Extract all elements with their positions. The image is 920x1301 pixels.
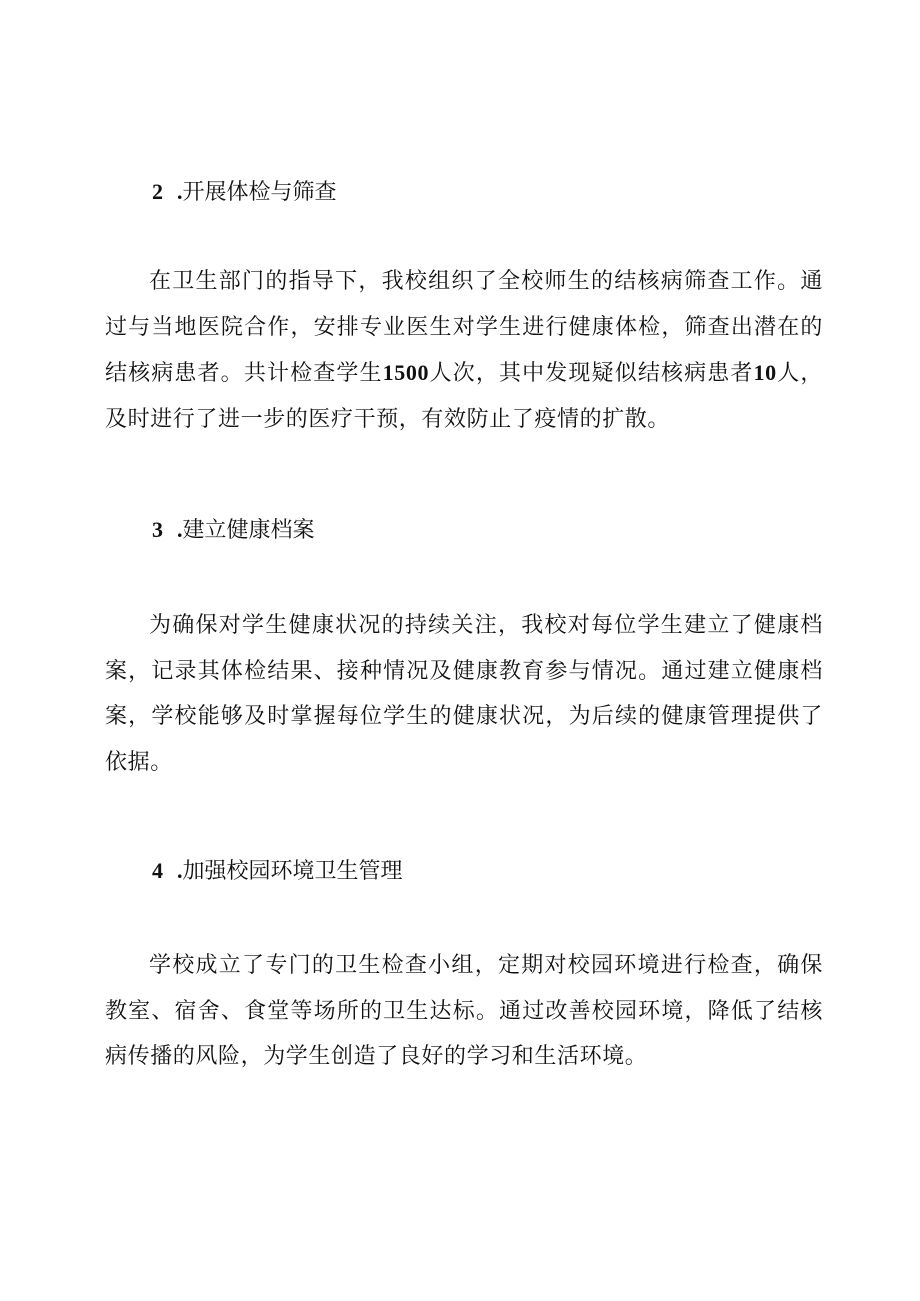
- section-title: 加强校园环境卫生管理: [182, 859, 403, 884]
- section-title: 开展体检与筛查: [182, 180, 337, 205]
- section-heading-2: [152, 177, 337, 208]
- section-paragraph-3: 为确保对学生健康状况的持续关注，我校对每位学生建立了健康档案，记录其体检结果、接种情况及健康教育参与情况。通过建立健康档案，学校能够及时掌握每位学生的健康状况，为后续的健康管理提供了依据。: [105, 613, 823, 775]
- section-title: 建立健康档案: [182, 518, 315, 543]
- section-separator: .: [177, 179, 183, 204]
- section-separator: .: [177, 517, 183, 542]
- students-count: 1500: [382, 360, 430, 385]
- paragraph-text: 在卫生部门的指导下，我校组织了全校师生的结核病筛查工作。通过与当地医院合作，安排专业医生对学生进行健康体检，筛查出潜在的结核病患者。共计检查学生: [105, 269, 823, 386]
- section-heading-3: [152, 515, 315, 546]
- paragraph-text: 人，及时进行了进一步的医疗干预，有效防止了疫情的扩散。: [105, 361, 824, 432]
- section-paragraph-4: 学校成立了专门的卫生检查小组，定期对校园环境进行检查，确保教室、宿舍、食堂等场所的卫生达标。通过改善校园环境，降低了结核病传播的风险，为学生创造了良好的学习和生活环境。: [105, 953, 823, 1069]
- section-paragraph-2: [105, 259, 823, 442]
- patients-count: 10: [753, 360, 777, 385]
- section-number: 2: [152, 179, 163, 204]
- section-number: 4: [152, 858, 163, 883]
- section-separator: .: [177, 858, 183, 883]
- section-number: 3: [152, 517, 163, 542]
- section-heading-4: [152, 856, 403, 887]
- paragraph-text: 人次，其中发现疑似结核病患者: [429, 361, 754, 386]
